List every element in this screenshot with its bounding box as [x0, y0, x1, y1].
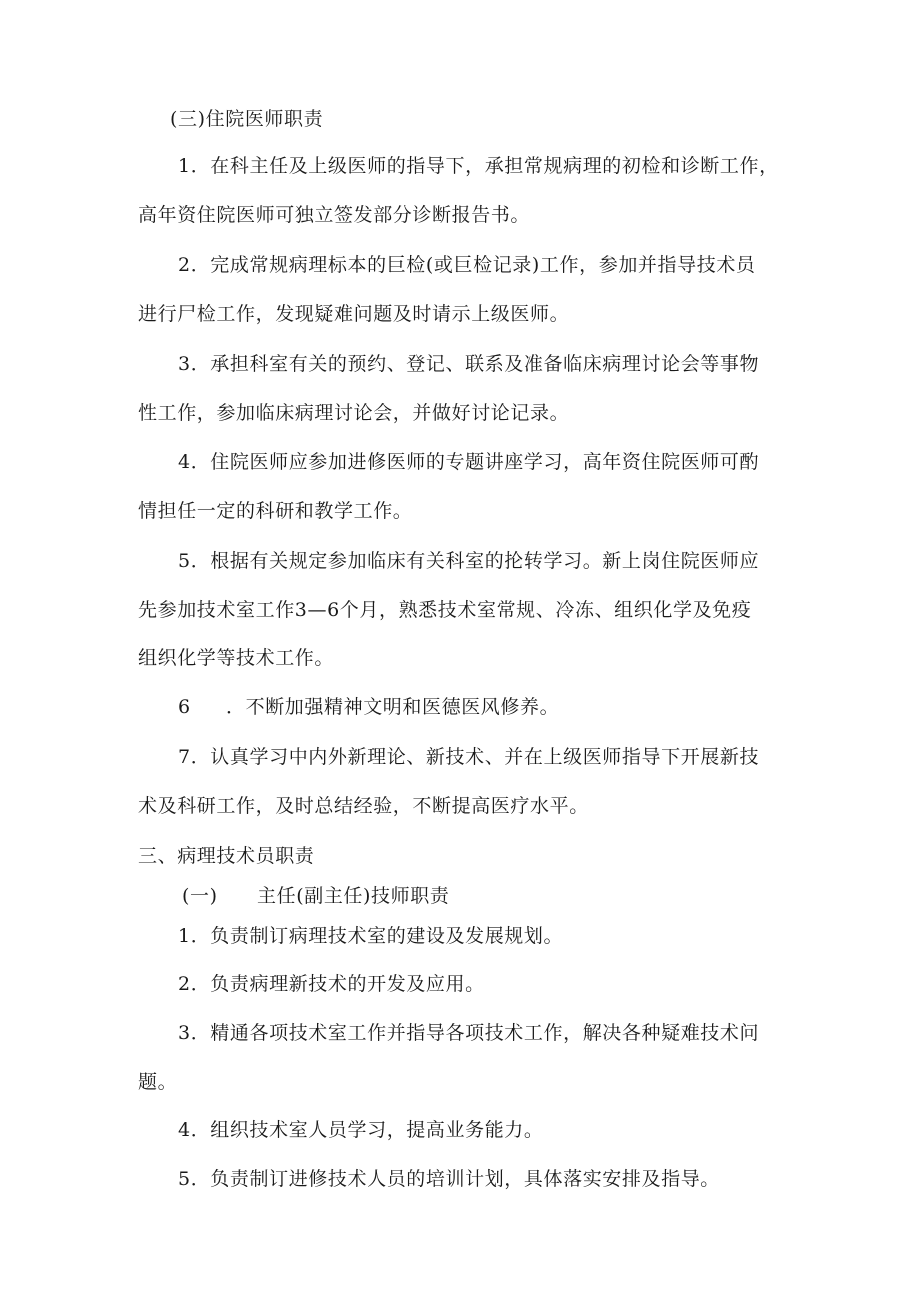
resident-item-1-line-1: 1．在科主任及上级医师的指导下，承担常规病理的初检和诊断工作，	[178, 155, 779, 177]
resident-item-2-line-1: 2．完成常规病理标本的巨检(或巨检记录)工作，参加并指导技术员	[178, 254, 756, 276]
tech-item-4: 4．组织技术室人员学习，提高业务能力。	[178, 1119, 544, 1141]
resident-item-2-line-2: 进行尸检工作，发现疑难问题及时请示上级医师。	[138, 303, 570, 325]
resident-item-4-line-1: 4．住院医师应参加进修医师的专题讲座学习，高年资住院医师可酌	[178, 451, 760, 473]
resident-item-7-line-2: 术及科研工作，及时总结经验，不断提高医疗水平。	[138, 795, 589, 817]
resident-item-4-line-2: 情担任一定的科研和教学工作。	[138, 500, 413, 522]
resident-item-5-line-2: 先参加技术室工作3—6个月，熟悉技术室常规、冷冻、组织化学及免疫	[138, 599, 752, 621]
tech-item-5: 5．负责制订进修技术人员的培训计划，具体落实安排及指导。	[178, 1168, 720, 1190]
resident-item-3-line-1: 3．承担科室有关的预约、登记、联系及准备临床病理讨论会等事物	[178, 353, 760, 375]
section-heading-technician: 三、病理技术员职责	[138, 845, 315, 867]
chief-technician-heading-number: (一)	[182, 885, 218, 907]
resident-item-6-text: ．不断加强精神文明和医德医风修养。	[226, 696, 560, 718]
resident-item-1-line-2: 高年资住院医师可独立签发部分诊断报告书。	[138, 204, 531, 226]
resident-item-3-line-2: 性工作，参加临床病理讨论会，并做好讨论记录。	[138, 402, 570, 424]
resident-item-5-line-1: 5．根据有关规定参加临床有关科室的抡转学习。新上岗住院医师应	[178, 550, 760, 572]
resident-item-7-line-1: 7．认真学习中内外新理论、新技术、并在上级医师指导下开展新技	[178, 746, 760, 768]
tech-item-3-line-1: 3．精通各项技术室工作并指导各项技术工作，解决各种疑难技术问	[178, 1022, 760, 1044]
resident-item-5-line-3: 组织化学等技术工作。	[138, 647, 335, 669]
resident-item-6-number: 6	[178, 696, 191, 718]
tech-item-3-line-2: 题。	[138, 1071, 178, 1093]
tech-item-2: 2．负责病理新技术的开发及应用。	[178, 973, 485, 995]
resident-duties-heading: (三)住院医师职责	[170, 108, 324, 130]
chief-technician-heading-text: 主任(副主任)技师职责	[257, 885, 450, 907]
tech-item-1: 1．负责制订病理技术室的建设及发展规划。	[178, 925, 564, 947]
